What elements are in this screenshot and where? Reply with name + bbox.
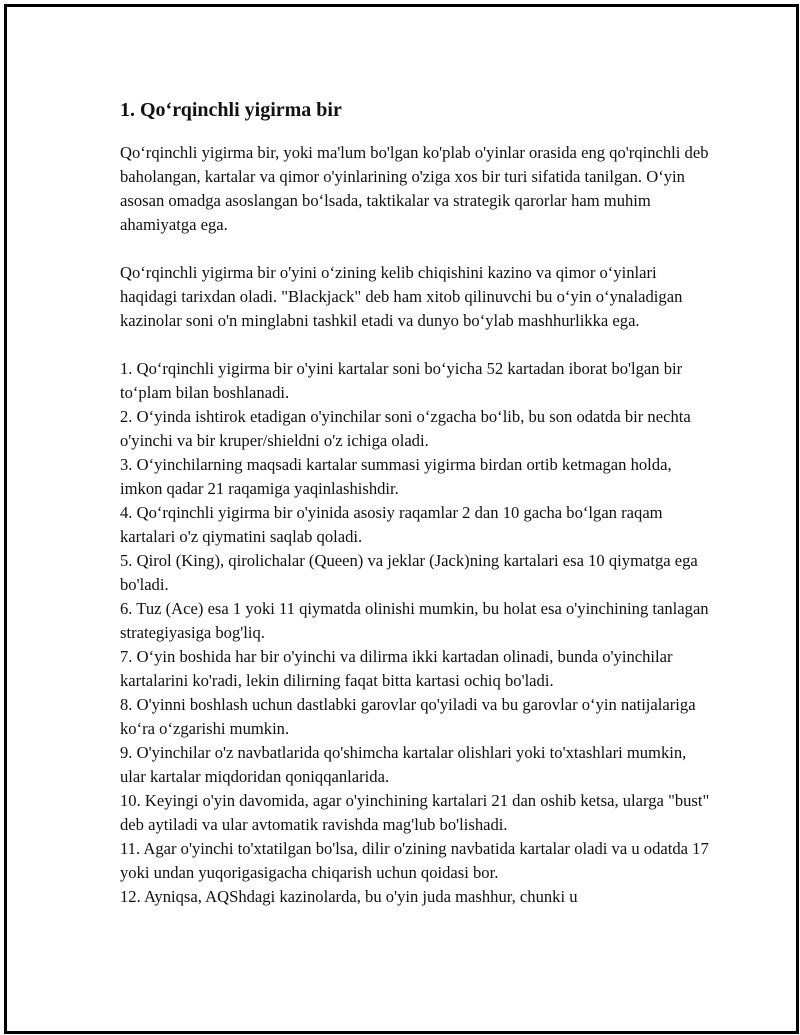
list-item: 6. Tuz (Ace) esa 1 yoki 11 qiymatda olinishi mumkin, bu holat esa o'yinchining tanlagan strategiyasiga bog'liq. (120, 599, 709, 642)
list-item: 10. Keyingi o'yin davomida, agar o'yinchining kartalari 21 dan oshib ketsa, ularga "bust" deb aytiladi va ular avtomatik ravishda mag'lub bo'lishadi. (120, 791, 710, 834)
list-item: 8. O'yinni boshlash uchun dastlabki garovlar qo'yiladi va bu garovlar o‘yin natijalariga ko‘ra o‘zgarishi mumkin. (120, 695, 696, 738)
document-page (4, 4, 799, 1034)
paragraph-origin: Qo‘rqinchli yigirma bir o'yini o‘zining kelib chiqishini kazino va qimor o‘yinlari haqidagi tarixdan oladi. "Blackjack" deb ham xitob qilinuvchi bu o‘yin o‘ynaladigan kazinolar soni o'n minglabni tashkil etadi va dunyo bo‘ylab mashhurlikka ega. (120, 263, 683, 330)
paragraph-intro: Qo‘rqinchli yigirma bir, yoki ma'lum bo'lgan ko'plab o'yinlar orasida eng qo'rqinchli deb baholangan, kartalar va qimor o'yinlarining o'ziga xos bir turi sifatida tanilgan. O‘yin asosan omadga asoslangan bo‘lsada, taktikalar va strategik qarorlar ham muhim ahamiyatga ega. (120, 143, 709, 234)
document-content (120, 95, 710, 909)
list-item: 5. Qirol (King), qirolichalar (Queen) va jeklar (Jack)ning kartalari esa 10 qiymatga ega bo'ladi. (120, 551, 698, 594)
list-item: 1. Qo‘rqinchli yigirma bir o'yini kartalar soni bo‘yicha 52 kartadan iborat bo'lgan bir to‘plam bilan boshlanadi. (120, 359, 683, 402)
document-title: 1. Qo‘rqinchli yigirma bir (120, 99, 342, 121)
list-item: 7. O‘yin boshida har bir o'yinchi va dilirma ikki kartadan olinadi, bunda o'yinchilar kartalarini ko'radi, lekin dilirning faqat bitta kartasi ochiq bo'ladi. (120, 647, 673, 690)
list-item: 9. O'yinchilar o'z navbatlarida qo'shimcha kartalar olishlari yoki to'xtashlari mumkin, ular kartalar miqdoridan qoniqqanlarida. (120, 743, 687, 786)
rules-list (120, 357, 710, 909)
list-item: 12. Ayniqsa, AQShdagi kazinolarda, bu o'yin juda mashhur, chunki u (120, 887, 578, 906)
list-item: 11. Agar o'yinchi to'xtatilgan bo'lsa, dilir o'zining navbatida kartalar oladi va u odatda 17 yoki undan yuqorigasigacha chiqarish uchun qoidasi bor. (120, 839, 709, 882)
list-item: 3. O‘yinchilarning maqsadi kartalar summasi yigirma birdan ortib ketmagan holda, imkon qadar 21 raqamiga yaqinlashishdir. (120, 455, 672, 498)
list-item: 4. Qo‘rqinchli yigirma bir o'yinida asosiy raqamlar 2 dan 10 gacha bo‘lgan raqam kartalari o'z qiymatini saqlab qoladi. (120, 503, 663, 546)
list-item: 2. O‘yinda ishtirok etadigan o'yinchilar soni o‘zgacha bo‘lib, bu son odatda bir nechta o'yinchi va bir kruper/shieldni o'z ichiga oladi. (120, 407, 691, 450)
